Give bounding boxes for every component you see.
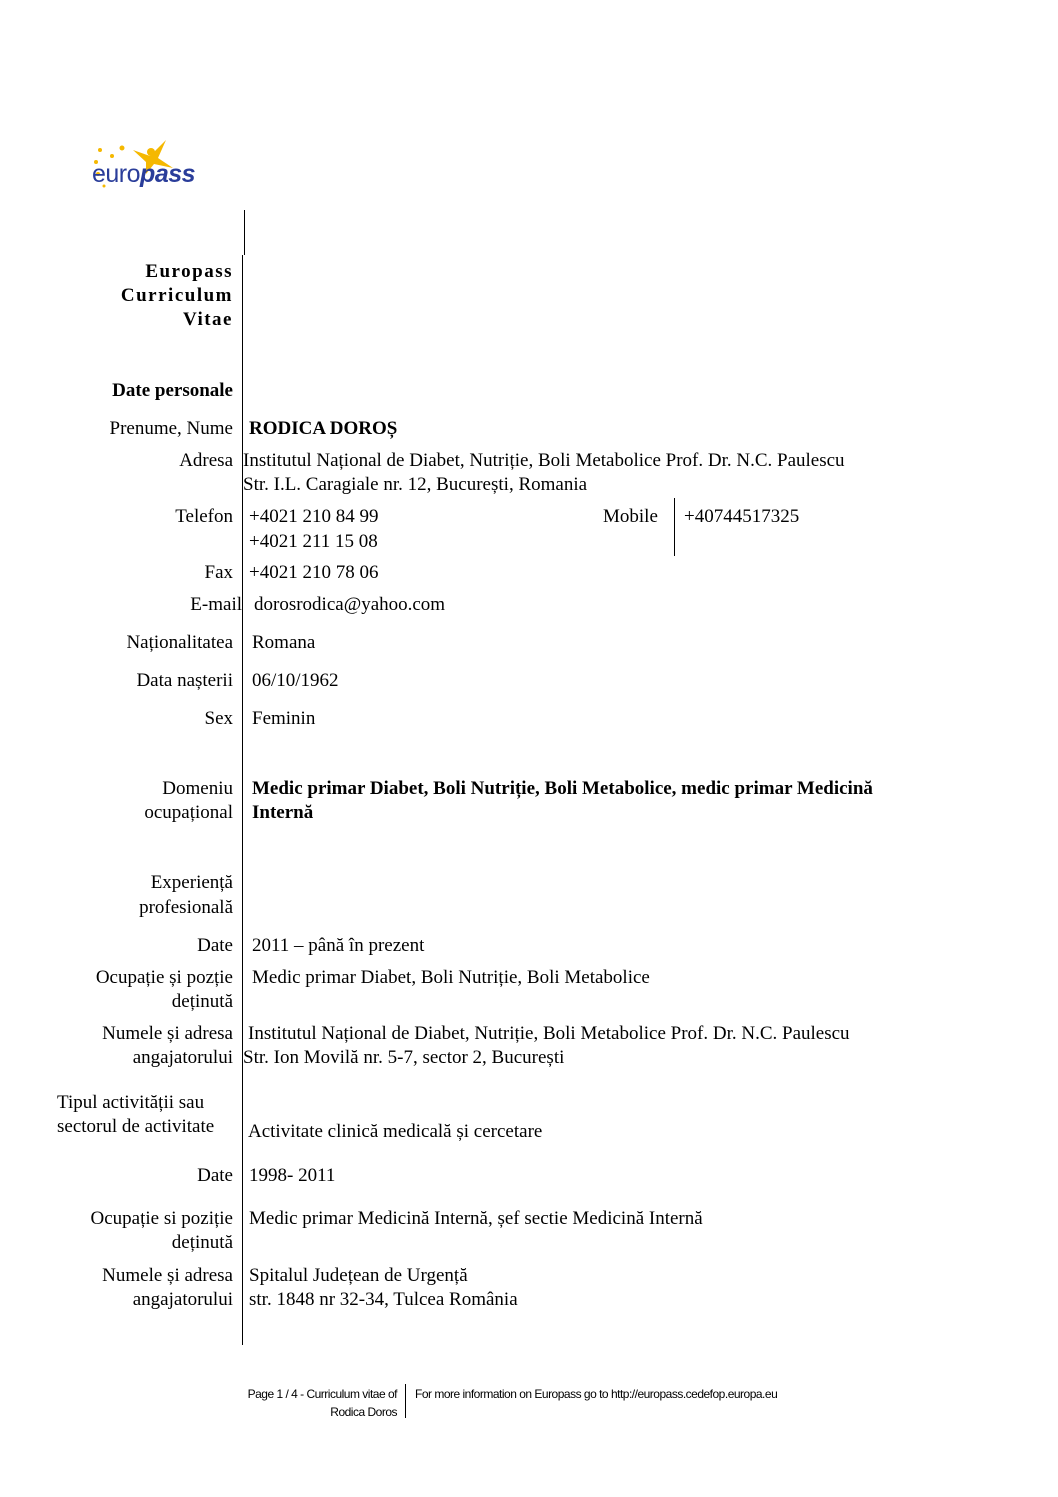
job1-employer-label-2: angajatorului [132, 1047, 233, 1068]
mobile-label: Mobile [603, 506, 658, 527]
personal-heading: Date personale [112, 380, 233, 401]
job1-date: 2011 – până în prezent [252, 935, 425, 956]
footer-page-info: Page 1 / 4 - Curriculum vitae of [247, 1387, 397, 1401]
job1-activity-label-1: Tipul activității sau [57, 1092, 205, 1113]
job1-employer-label-1: Numele și adresa [102, 1023, 233, 1044]
job2-employer-label-2: angajatorului [132, 1289, 233, 1310]
job1-position-label-1: Ocupație și pozție [95, 967, 233, 988]
divider-top [244, 210, 245, 255]
job1-activity: Activitate clinică medicală și cercetare [248, 1121, 543, 1142]
address-line-1: Institutul Național de Diabet, Nutriție, Boli Metabolice Prof. Dr. N.C. Paulescu [243, 450, 845, 471]
job1-date-label: Date [197, 935, 233, 956]
europass-logo [88, 128, 218, 198]
address-label: Adresa [179, 450, 233, 471]
logo-text-pass: pass [140, 160, 196, 188]
sex-value: Feminin [252, 708, 316, 729]
experience-heading-2: profesională [139, 897, 233, 918]
mobile-value: +40744517325 [684, 506, 800, 527]
phone-1: +4021 210 84 99 [249, 506, 379, 527]
birth-value: 06/10/1962 [252, 670, 339, 691]
column-divider [242, 255, 243, 1345]
job1-employer-1: Institutul Național de Diabet, Nutriție, Boli Metabolice Prof. Dr. N.C. Paulescu [248, 1023, 850, 1044]
job2-position: Medic primar Medicină Internă, șef sectie Medicină Internă [249, 1208, 703, 1229]
occupation-value-2: Internă [252, 802, 314, 823]
cv-title-3: Vitae [182, 309, 233, 330]
address-line-2: Str. I.L. Caragiale nr. 12, București, Romania [243, 474, 588, 495]
job2-employer-2: str. 1848 nr 32-34, Tulcea România [249, 1289, 518, 1310]
phone-2: +4021 211 15 08 [249, 531, 378, 552]
occupation-value-1: Medic primar Diabet, Boli Nutriție, Boli Metabolice, medic primar Medicină [252, 778, 873, 799]
nationality-label: Naționalitatea [126, 632, 233, 653]
job1-position: Medic primar Diabet, Boli Nutriție, Boli Metabolice [252, 967, 650, 988]
job2-date: 1998- 2011 [249, 1165, 336, 1186]
occupation-label-1: Domeniu [162, 778, 233, 799]
footer-info: For more information on Europass go to http://europass.cedefop.europa.eu [415, 1387, 778, 1401]
footer-divider [405, 1384, 406, 1418]
job2-date-label: Date [197, 1165, 233, 1186]
phone-label: Telefon [175, 506, 233, 527]
occupation-label-2: ocupațional [144, 802, 233, 823]
job2-employer-1: Spitalul Județean de Urgență [249, 1265, 468, 1286]
birth-label: Data nașterii [136, 670, 233, 691]
nationality-value: Romana [252, 632, 316, 653]
mobile-divider [674, 498, 675, 556]
job2-employer-label-1: Numele și adresa [102, 1265, 233, 1286]
job1-activity-label-2: sectorul de activitate [57, 1116, 215, 1137]
email-value[interactable]: dorosrodica@yahoo.com [254, 594, 446, 615]
fax-label: Fax [204, 562, 233, 583]
email-label: E-mail [190, 594, 242, 615]
footer-left [248, 1385, 397, 1421]
footer-name: Rodica Doros [330, 1405, 397, 1419]
experience-heading-1: Experiență [150, 872, 233, 893]
sex-label: Sex [204, 708, 233, 729]
job2-position-label-2: deținută [171, 1232, 233, 1253]
job1-position-label-2: deținută [171, 991, 233, 1012]
name-value: RODICA DOROȘ [249, 418, 398, 439]
name-label: Prenume, Nume [109, 418, 233, 439]
logo-text-euro: euro [92, 160, 141, 188]
cv-title-2: Curriculum [120, 285, 233, 306]
job2-position-label-1: Ocupație si poziție [90, 1208, 233, 1229]
fax-value: +4021 210 78 06 [249, 562, 379, 583]
cv-title-1: Europass [145, 261, 233, 282]
job1-employer-2: Str. Ion Movilă nr. 5-7, sector 2, București [243, 1047, 565, 1068]
